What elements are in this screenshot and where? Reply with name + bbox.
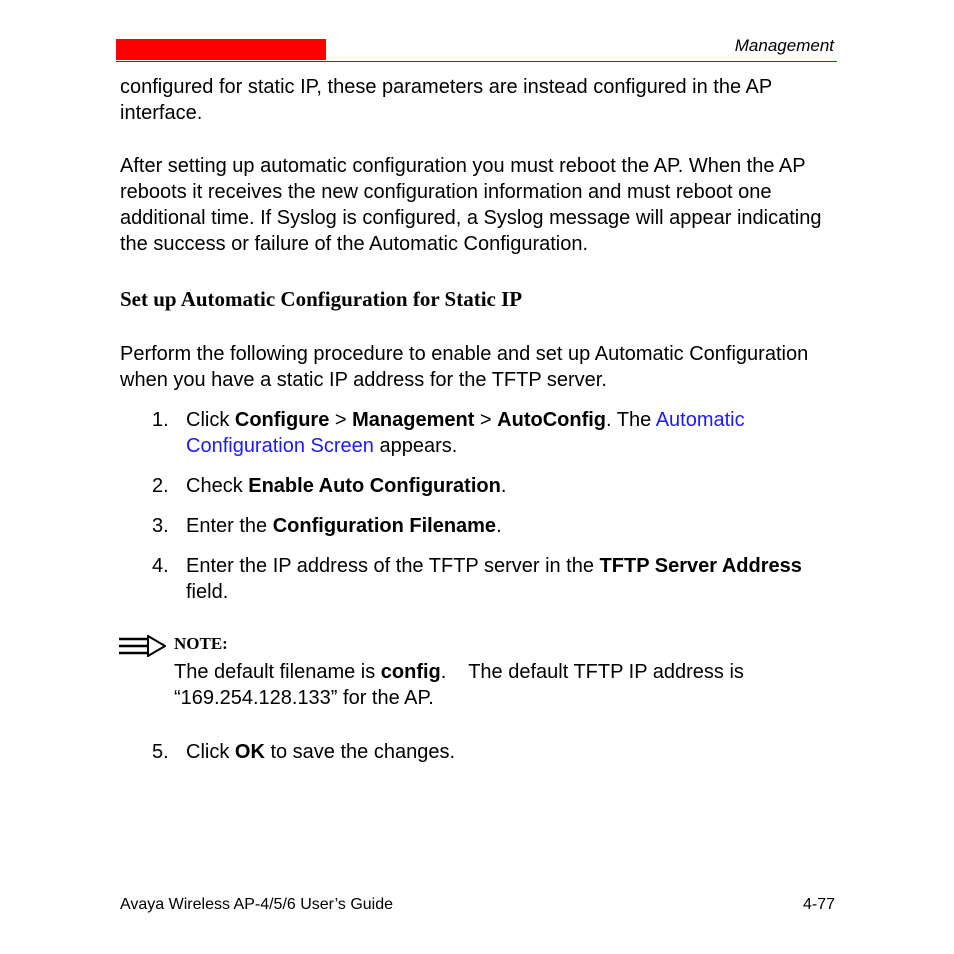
list-item xyxy=(120,513,840,539)
step-number: 3. xyxy=(152,515,169,537)
step-text-run: field. xyxy=(186,581,229,603)
step-text xyxy=(186,407,846,459)
menu-path-configure: Configure xyxy=(234,409,330,431)
step-text xyxy=(186,553,846,605)
footer-guide-title: Avaya Wireless AP-4/5/6 User’s Guide xyxy=(120,896,394,913)
note-text-run: The default filename is xyxy=(174,661,381,683)
section-heading: Set up Automatic Configuration for Static IP xyxy=(120,287,523,311)
step-text-run: > xyxy=(474,409,498,431)
step-text-run: > xyxy=(329,409,353,431)
intro-paragraph: configured for static IP, these parameters are instead configured in the AP interface. xyxy=(120,76,772,124)
field-name-configuration-filename: Configuration Filename xyxy=(272,515,497,537)
list-item xyxy=(120,553,840,605)
note-label: NOTE: xyxy=(174,634,228,653)
step-text-run: Click xyxy=(186,741,235,763)
list-item xyxy=(120,473,840,499)
step-text xyxy=(186,739,846,765)
running-header-title: Management xyxy=(734,36,834,55)
step-text xyxy=(186,513,846,539)
step-text xyxy=(186,473,846,499)
step-number: 2. xyxy=(152,475,169,497)
field-name-tftp-server-address: TFTP Server Address xyxy=(599,555,802,577)
reboot-paragraph: After setting up automatic configuration you must reboot the AP. When the AP reboots it receives the new configuration information and must reboot one additional time. If Syslog is configured, a Syslog message will appear indicating the success or failure of the Automatic Configuration. xyxy=(120,155,822,255)
step-text-run: . xyxy=(500,475,507,497)
step-text-run: Enter the xyxy=(186,515,273,537)
note-arrow-icon xyxy=(118,635,166,657)
step-text-run: Check xyxy=(186,475,249,497)
header-accent-bar xyxy=(116,39,326,60)
header-rule xyxy=(116,61,837,62)
list-item xyxy=(120,407,840,459)
note-text-run: . The default TFTP IP address is “169.254.128.133” for the AP. xyxy=(174,661,750,709)
page-number: 4-77 xyxy=(802,896,835,913)
note-body xyxy=(174,659,834,711)
list-item xyxy=(120,739,840,765)
step-text-run: appears. xyxy=(373,435,458,457)
step-number: 4. xyxy=(152,555,169,577)
menu-path-autoconfig: AutoConfig xyxy=(497,409,607,431)
step-text-run: Enter the IP address of the TFTP server in the xyxy=(186,555,600,577)
step-text-run: . The xyxy=(606,409,656,431)
menu-path-management: Management xyxy=(352,409,475,431)
step-number: 5. xyxy=(152,741,169,763)
step-number: 1. xyxy=(152,409,169,431)
default-filename-value: config xyxy=(380,661,441,683)
procedure-intro: Perform the following procedure to enable and set up Automatic Configuration when you have a static IP address for the TFTP server. xyxy=(120,343,809,391)
step-text-run: Click xyxy=(186,409,235,431)
step-text-run: to save the changes. xyxy=(264,741,456,763)
automatic-configuration-screen-link[interactable]: Automatic Configuration Screen xyxy=(186,409,745,457)
step-text-run: . xyxy=(496,515,502,537)
field-name-enable-auto-configuration: Enable Auto Configuration xyxy=(248,475,501,497)
ok-button-reference: OK xyxy=(234,741,265,763)
